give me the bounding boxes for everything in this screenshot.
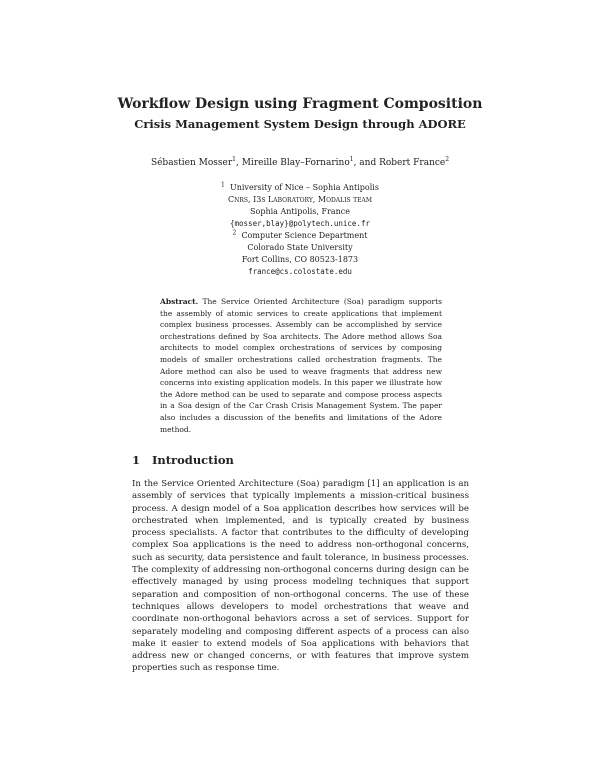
author-affiliation-mark: 1 (349, 156, 354, 163)
author-name: Sébastien Mosser (150, 158, 233, 168)
author-list (0, 158, 600, 168)
affiliation-mark: 1 (221, 181, 225, 189)
affiliation-1-line-3: Sophia Antipolis, France (250, 207, 350, 216)
section-number: 1 (132, 453, 141, 467)
affiliation-2-line-3: Fort Collins, CO 80523-1873 (241, 255, 359, 264)
author-affiliation-mark: 2 (445, 156, 450, 163)
affiliation-1-email: {mosser,blay}@polytech.unice.fr (230, 219, 370, 228)
paper-title: Workflow Design using Fragment Composition (117, 96, 483, 112)
author-name: Mireille Blay–Fornarino (241, 158, 350, 168)
affiliation-mark: 2 (232, 229, 237, 237)
introduction-paragraph: In the Service Oriented Architecture (Soa) paradigm [1] an application is an assembly of services that typically implements a mission-critical business process. A design model of a Soa application describes how services will be orchestrated when implemented, and is typically created by business process specialists. A factor that contributes to the difficulty of developing complex Soa applications is the need to address non-orthogonal concerns, such as security, data persistence and fault tolerance, in business processes. The complexity of addressing non-orthogonal concerns during design can be effectively managed by using process modeling techniques that support separation and composition of non-orthogonal concerns. The use of these techniques allows developers to model orchestrations that weave and coordinate non-orthogonal behaviors across a set of services. Support for separately modeling and composing different aspects of a process can also make it easier to extend models of Soa applications with behaviors that address new or changed concerns, or with features that improve system properties such as response time. (132, 479, 469, 674)
paper-subtitle: Crisis Management System Design through ADORE (134, 117, 466, 131)
author-separator: , and (353, 158, 380, 168)
affiliation-2-email: france@cs.colostate.edu (248, 267, 352, 276)
abstract-text: The Service Oriented Architecture (Soa) paradigm supports the assembly of atomic services to create applications that implement complex business processes. Assembly can be accomplished by service orchestrations defined by Soa architects. The Adore method allows Soa architects to model complex orchestrations of services by composing models of smaller orchestrations called orchestration fragments. The Adore method can also be used to weave fragments that address new concerns into existing application models. In this paper we illustrate how the Adore method can be used to separate and compose process aspects in a Soa design of the Car Crash Crisis Management System. The paper also includes a discussion of the benefits and limitations of the Adore method. (160, 297, 442, 434)
author-affiliation-mark: 1 (232, 156, 236, 163)
affiliation-2-line-1: $^2$ Computer Science Department (232, 229, 368, 240)
affiliation-1-line-1: $^1$ University of Nice – Sophia Antipolis (221, 181, 379, 192)
abstract-label: Abstract. (160, 297, 199, 306)
affiliation-2-line-2: Colorado State University (247, 243, 353, 252)
section-title: Introduction (152, 453, 234, 467)
abstract (160, 296, 442, 435)
section-heading (132, 453, 234, 467)
affiliation-1-line-2: Cnrs, I3s Laboratory, Modalis team (227, 195, 373, 204)
author-name: Robert France (379, 158, 446, 168)
author-separator: , (235, 158, 242, 168)
